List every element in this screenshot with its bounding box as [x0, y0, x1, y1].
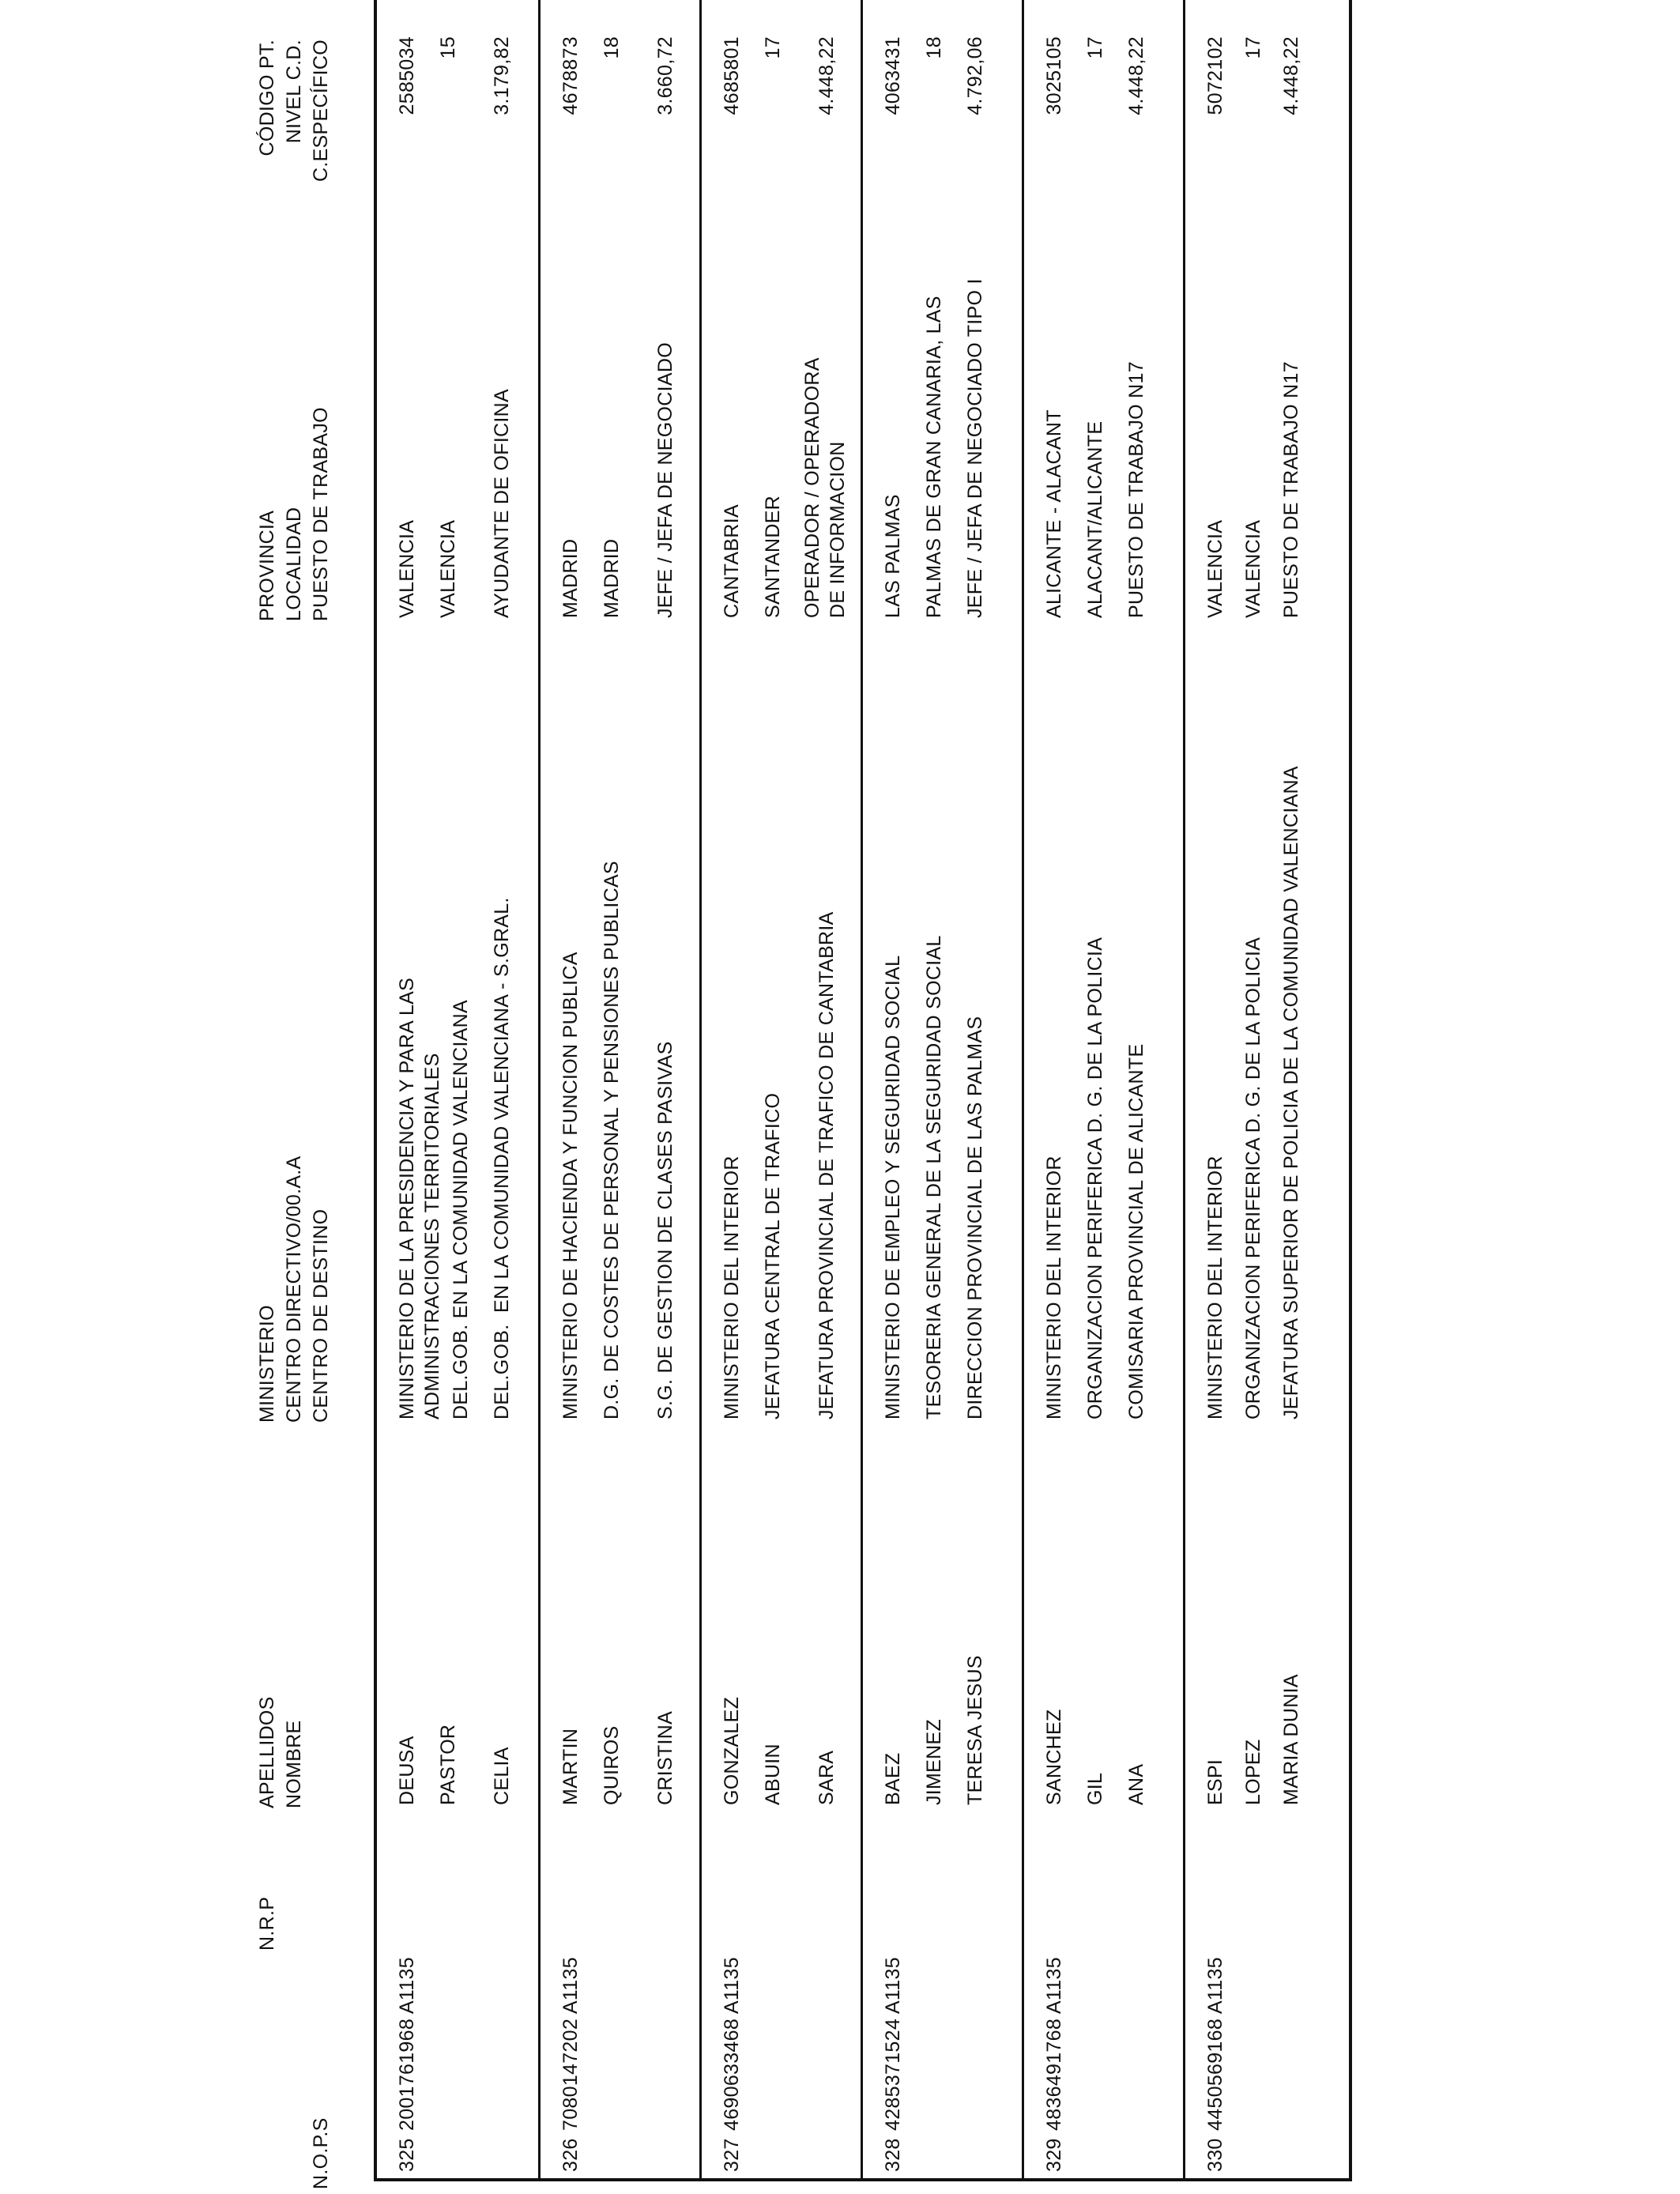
header-nivel: NIVEL C.D. [283, 40, 305, 144]
centro-directivo: TESORERIA GENERAL DE LA SEGURIDAD SOCIAL [923, 935, 945, 1419]
puesto: PUESTO DE TRABAJO N17 [1280, 361, 1302, 618]
apellido1: MARTIN [559, 1728, 582, 1805]
localidad: SANTANDER [762, 495, 784, 618]
apellido1: GONZALEZ [721, 1696, 743, 1805]
header-apellidos: APELLIDOS [256, 1696, 278, 1808]
nrp: 4836491768 A1135 [1043, 1957, 1065, 2131]
provincia: LAS PALMAS [882, 494, 904, 618]
centro-directivo: D.G. DE COSTES DE PERSONAL Y PENSIONES PUBLICAS [601, 861, 623, 1419]
centro-directivo: ORGANIZACION PERIFERICA D. G. DE LA POLICIA [1084, 937, 1106, 1419]
centro-destino: DIRECCION PROVINCIAL DE LAS PALMAS [964, 1016, 986, 1419]
apellido2: GIL [1084, 1772, 1106, 1805]
ministerio: MINISTERIO DEL INTERIOR [1043, 1155, 1065, 1419]
provincia: VALENCIA [1204, 519, 1226, 618]
record-row [861, 0, 1022, 2178]
codigo: 4685801 [721, 36, 743, 115]
apellido1: SANCHEZ [1043, 1709, 1065, 1805]
nrp: 2001761968 A1135 [396, 1957, 418, 2131]
ministerio: MINISTERIO DE LA PRESIDENCIA Y PARA LAS ADMINISTRACIONES TERRITORIALES [396, 977, 443, 1419]
codigo: 3025105 [1043, 36, 1065, 115]
header-centro-directivo: CENTRO DIRECTIVO/00.A.A [283, 1155, 305, 1423]
especifico: 4.448,22 [1125, 36, 1147, 115]
header-ministerio: MINISTERIO [256, 1305, 278, 1423]
nivel: 17 [762, 36, 784, 59]
header-puesto: PUESTO DE TRABAJO [310, 407, 332, 621]
localidad: VALENCIA [437, 519, 459, 618]
header-localidad: LOCALIDAD [283, 507, 305, 621]
apellido2: JIMENEZ [923, 1718, 945, 1805]
puesto: JEFE / JEFA DE NEGOCIADO TIPO I [964, 278, 986, 618]
nombre: CELIA [491, 1747, 513, 1805]
ministerio: MINISTERIO DEL INTERIOR [1204, 1155, 1226, 1419]
ministerio: MINISTERIO DEL INTERIOR [721, 1155, 743, 1419]
nombre: ANA [1125, 1763, 1147, 1805]
provincia: MADRID [559, 538, 582, 618]
nivel: 18 [601, 36, 623, 59]
codigo: 4063431 [882, 36, 904, 115]
nombre: TERESA JESUS [964, 1655, 986, 1805]
provincia: ALICANTE - ALACANT [1043, 409, 1065, 618]
ministerio: MINISTERIO DE HACIENDA Y FUNCION PUBLICA [559, 952, 582, 1419]
puesto: OPERADOR / OPERADORA DE INFORMACION [801, 358, 849, 618]
column-headers [0, 0, 371, 2194]
centro-directivo: JEFATURA CENTRAL DE TRAFICO [762, 1092, 784, 1419]
localidad: VALENCIA [1242, 519, 1264, 618]
nrp: 7080147202 A1135 [559, 1957, 582, 2131]
centro-destino: JEFATURA PROVINCIAL DE TRAFICO DE CANTABRIA [816, 911, 838, 1419]
ministerio: MINISTERIO DE EMPLEO Y SEGURIDAD SOCIAL [882, 955, 904, 1419]
centro-destino: S.G. DE GESTION DE CLASES PASIVAS [654, 1041, 676, 1419]
record-row [1183, 0, 1344, 2178]
puesto: JEFE / JEFA DE NEGOCIADO [654, 342, 676, 618]
nombre: MARIA DUNIA [1280, 1674, 1302, 1805]
especifico: 3.179,82 [491, 36, 513, 115]
centro-destino: DEL.GOB. EN LA COMUNIDAD VALENCIANA - S.GRAL. [491, 897, 513, 1419]
record-row [1022, 0, 1183, 2178]
nombre: CRISTINA [654, 1710, 676, 1805]
header-especifico: C.ESPECÍFICO [310, 40, 332, 183]
apellido1: ESPI [1204, 1759, 1226, 1805]
especifico: 4.448,22 [1280, 36, 1302, 115]
records-table [374, 0, 1352, 2181]
nivel: 18 [923, 36, 945, 59]
especifico: 4.448,22 [816, 36, 838, 115]
nops: 328 [882, 2138, 904, 2172]
especifico: 4.792,06 [964, 36, 986, 115]
puesto: PUESTO DE TRABAJO N17 [1125, 361, 1147, 618]
header-centro-destino: CENTRO DE DESTINO [310, 1208, 332, 1423]
apellido2: QUIROS [601, 1725, 623, 1805]
nops: 326 [559, 2138, 582, 2172]
apellido1: DEUSA [396, 1736, 418, 1805]
nops: 325 [396, 2138, 418, 2172]
localidad: MADRID [601, 538, 623, 618]
apellido1: BAEZ [882, 1752, 904, 1805]
nivel: 17 [1084, 36, 1106, 59]
header-nrp: N.R.P [256, 1896, 278, 1951]
header-nops: N.O.P.S [310, 2117, 332, 2189]
centro-destino: COMISARIA PROVINCIAL DE ALICANTE [1125, 1043, 1147, 1419]
nivel: 17 [1242, 36, 1264, 59]
especifico: 3.660,72 [654, 36, 676, 115]
nrp: 4285371524 A1135 [882, 1957, 904, 2131]
nrp: 4690633468 A1135 [721, 1957, 743, 2131]
puesto: AYUDANTE DE OFICINA [491, 389, 513, 618]
localidad: PALMAS DE GRAN CANARIA, LAS [923, 296, 945, 618]
apellido2: ABUIN [762, 1744, 784, 1805]
codigo: 4678873 [559, 36, 582, 115]
nops: 327 [721, 2138, 743, 2172]
centro-directivo: ORGANIZACION PERIFERICA D. G. DE LA POLICIA [1242, 937, 1264, 1419]
localidad: ALACANT/ALICANTE [1084, 420, 1106, 618]
nops: 330 [1204, 2138, 1226, 2172]
nombre: SARA [816, 1750, 838, 1805]
nops: 329 [1043, 2138, 1065, 2172]
apellido2: LOPEZ [1242, 1739, 1264, 1805]
centro-directivo: DEL.GOB. EN LA COMUNIDAD VALENCIANA [450, 1000, 472, 1419]
provincia: VALENCIA [396, 519, 418, 618]
nivel: 15 [437, 36, 459, 59]
header-provincia: PROVINCIA [256, 510, 278, 621]
codigo: 2585034 [396, 36, 418, 115]
record-row [538, 0, 699, 2178]
apellido2: PASTOR [437, 1724, 459, 1805]
centro-destino: JEFATURA SUPERIOR DE POLICIA DE LA COMUNIDAD VALENCIANA [1280, 766, 1302, 1419]
codigo: 5072102 [1204, 36, 1226, 115]
header-nombre: NOMBRE [283, 1720, 305, 1808]
record-row [377, 0, 538, 2178]
nrp: 4450569168 A1135 [1204, 1957, 1226, 2131]
provincia: CANTABRIA [721, 504, 743, 618]
header-codigo: CÓDIGO PT. [256, 40, 278, 156]
record-row [699, 0, 861, 2178]
